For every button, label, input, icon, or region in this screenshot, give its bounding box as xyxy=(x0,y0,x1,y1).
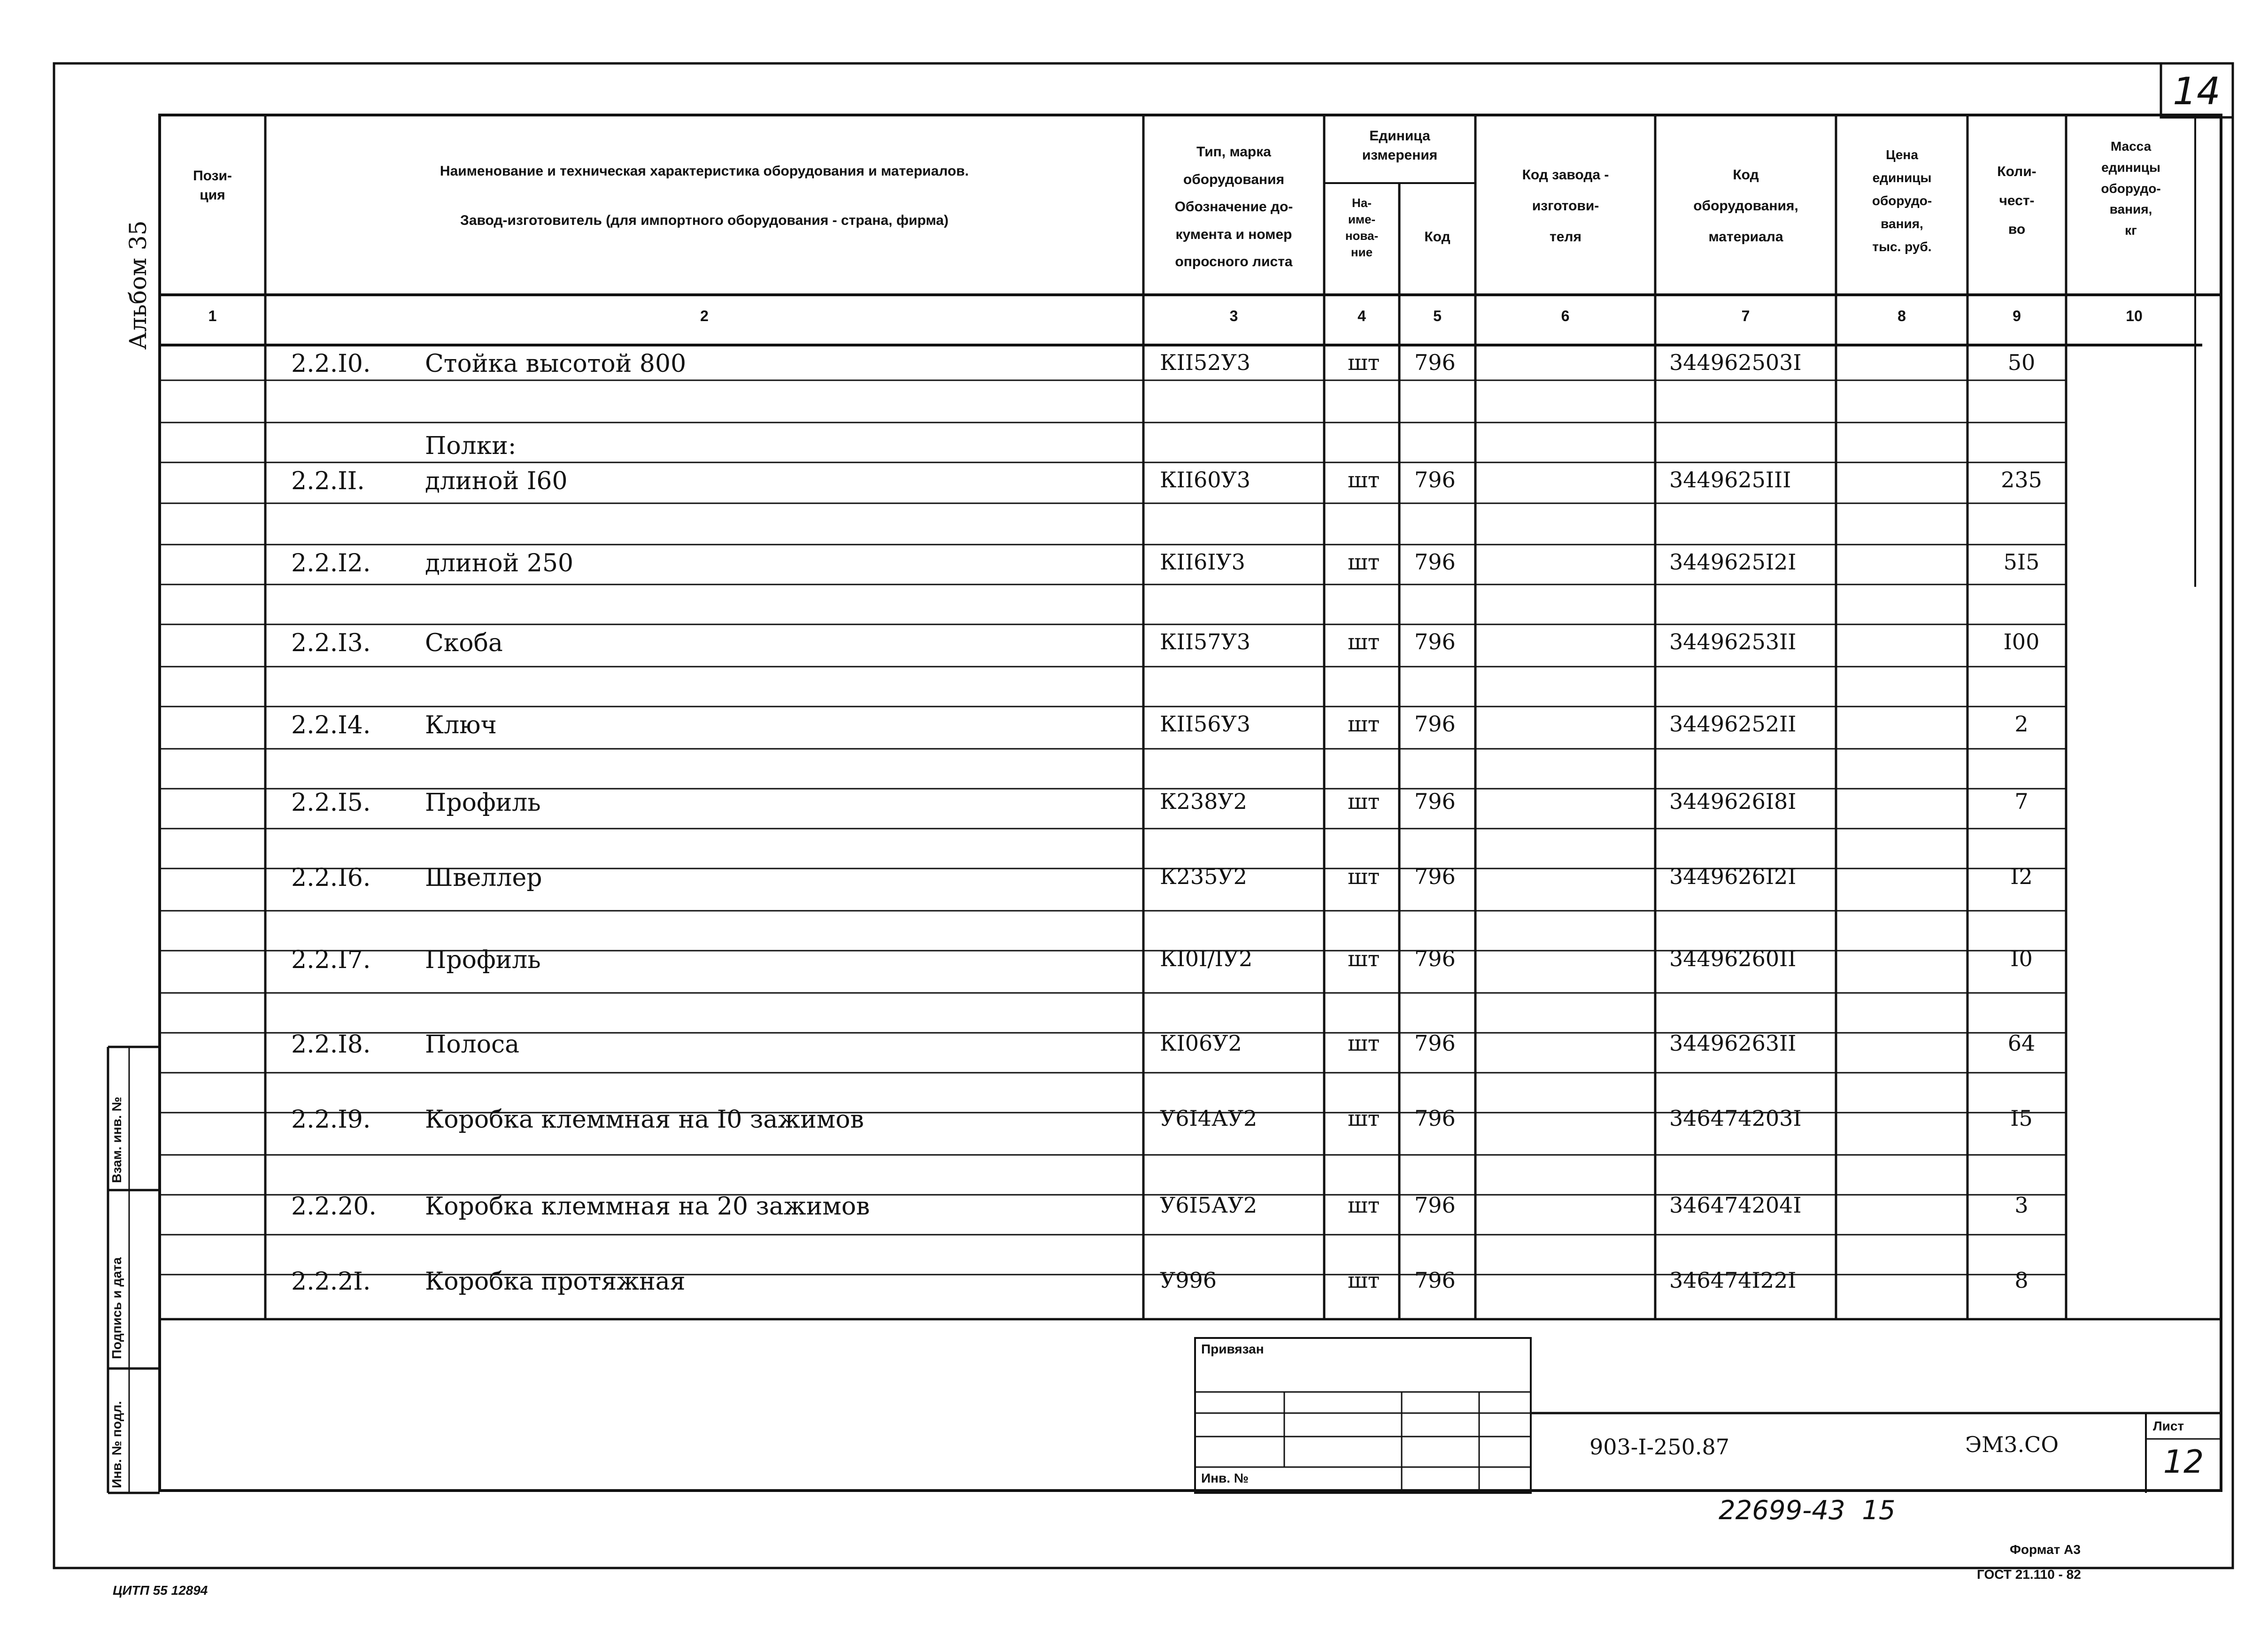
header-quantity: Коли- чест- во xyxy=(1997,164,2037,237)
sheet-number: 12 xyxy=(2163,1444,2204,1481)
row-type: КII6IУ3 xyxy=(1160,549,1245,575)
header-factory-code: Код завода - изготови- теля xyxy=(1522,167,1609,245)
row-position: 2.2.II. xyxy=(291,467,365,495)
row-name: Скоба xyxy=(425,629,503,657)
album-label: Альбом 35 xyxy=(124,220,152,350)
row-quantity: I00 xyxy=(2003,629,2040,654)
gost-label: ГОСТ 21.110 - 82 xyxy=(1977,1567,2081,1582)
row-type: КII52У3 xyxy=(1160,350,1250,375)
row-equipment-code: 346474I22I xyxy=(1669,1268,1797,1293)
header-name-line2: Завод-изготовитель (для импортного оборудования - страна, фирма) xyxy=(460,213,949,228)
row-equipment-code: 34496252II xyxy=(1669,711,1797,737)
column-number-6: 6 xyxy=(1561,307,1570,324)
row-unit: шт xyxy=(1348,1030,1380,1056)
page-number-handwritten: 14 xyxy=(2173,69,2221,113)
row-unit-code: 796 xyxy=(1414,549,1456,575)
row-name: Профиль xyxy=(425,946,541,974)
row-unit-code: 796 xyxy=(1414,350,1456,375)
row-unit: шт xyxy=(1348,549,1380,575)
row-position: 2.2.I3. xyxy=(291,629,371,657)
doc-code: ЭМ3.СО xyxy=(1965,1432,2059,1457)
bound-label: Привязан xyxy=(1201,1342,1264,1356)
row-type: У996 xyxy=(1160,1268,1217,1293)
row-unit: шт xyxy=(1348,1106,1380,1131)
row-name: Профиль xyxy=(425,789,541,817)
header-equipment-code: Код оборудования, материала xyxy=(1693,167,1798,245)
row-type: КI06У2 xyxy=(1160,1030,1242,1056)
row-name: Полки: xyxy=(425,432,517,460)
row-unit: шт xyxy=(1348,1268,1380,1293)
row-equipment-code: 344962503I xyxy=(1669,350,1802,375)
row-type: У6I5АУ2 xyxy=(1160,1192,1257,1218)
row-quantity: 50 xyxy=(2007,350,2036,375)
row-unit: шт xyxy=(1348,946,1380,971)
row-equipment-code: 346474204I xyxy=(1669,1192,1802,1218)
row-equipment-code: 3449625I2I xyxy=(1669,549,1797,575)
row-unit-code: 796 xyxy=(1414,629,1456,654)
format-label: Формат А3 xyxy=(2010,1542,2081,1557)
row-equipment-code: 3449626I8I xyxy=(1669,789,1797,814)
handwritten-bottom-number: 22699-43 15 xyxy=(1719,1495,1896,1526)
row-name: Стойка высотой 800 xyxy=(425,350,687,378)
row-unit-code: 796 xyxy=(1414,467,1456,492)
column-number-10: 10 xyxy=(2126,307,2143,324)
header-type: Тип, марка оборудования Обозначение до- кумента и номер опросного листа xyxy=(1174,144,1293,269)
row-position: 2.2.I8. xyxy=(291,1030,371,1059)
row-position: 2.2.I4. xyxy=(291,711,371,739)
row-name: длиной 250 xyxy=(425,549,574,577)
row-position: 2.2.2I. xyxy=(291,1268,371,1296)
column-number-3: 3 xyxy=(1229,307,1238,324)
header-position: Пози- ция xyxy=(193,168,232,203)
row-name: Коробка клеммная на 20 зажимов xyxy=(425,1192,870,1221)
row-type: К235У2 xyxy=(1160,864,1247,889)
sheet-label: Лист xyxy=(2153,1419,2184,1433)
row-name: Полоса xyxy=(425,1030,520,1059)
row-type: КII56У3 xyxy=(1160,711,1250,737)
row-unit: шт xyxy=(1348,864,1380,889)
row-equipment-code: 34496253II xyxy=(1669,629,1797,654)
row-unit-code: 796 xyxy=(1414,946,1456,971)
row-equipment-code: 34496263II xyxy=(1669,1030,1797,1056)
row-name: длиной I60 xyxy=(425,467,568,495)
row-quantity: I0 xyxy=(2010,946,2033,971)
row-equipment-code: 3449626I2I xyxy=(1669,864,1797,889)
row-type: КI0I/IУ2 xyxy=(1160,946,1253,971)
column-number-7: 7 xyxy=(1741,307,1750,324)
row-unit-code: 796 xyxy=(1414,711,1456,737)
inv-label: Инв. № xyxy=(1201,1471,1249,1485)
row-quantity: 3 xyxy=(2014,1192,2029,1218)
row-type: У6I4АУ2 xyxy=(1160,1106,1257,1131)
row-quantity: I5 xyxy=(2010,1106,2033,1131)
row-unit-code: 796 xyxy=(1414,864,1456,889)
side-stamp-replaced-inv: Взам. инв. № xyxy=(109,1097,124,1183)
row-unit-code: 796 xyxy=(1414,789,1456,814)
row-position: 2.2.I6. xyxy=(291,864,371,892)
row-name: Коробка протяжная xyxy=(425,1268,686,1296)
row-quantity: 64 xyxy=(2007,1030,2036,1056)
printer-label: ЦИТП 55 12894 xyxy=(113,1583,208,1598)
header-mass: Масса единицы оборудо- вания, кг xyxy=(2101,139,2161,238)
row-quantity: 2 xyxy=(2014,711,2029,737)
row-position: 2.2.20. xyxy=(291,1192,377,1221)
row-equipment-code: 346474203I xyxy=(1669,1106,1802,1131)
column-number-5: 5 xyxy=(1433,307,1442,324)
row-quantity: I2 xyxy=(2010,864,2033,889)
row-name: Коробка клеммная на I0 зажимов xyxy=(425,1106,864,1134)
row-equipment-code: 34496260II xyxy=(1669,946,1797,971)
side-stamp-original-inv: Инв. № подл. xyxy=(109,1401,124,1488)
row-position: 2.2.I7. xyxy=(291,946,371,974)
column-number-9: 9 xyxy=(2013,307,2021,324)
column-number-4: 4 xyxy=(1358,307,1366,324)
row-position: 2.2.I5. xyxy=(291,789,371,817)
column-number-8: 8 xyxy=(1898,307,1906,324)
header-unit-code: Код xyxy=(1424,229,1450,245)
row-unit-code: 796 xyxy=(1414,1030,1456,1056)
header-price: Цена единицы оборудо- вания, тыс. руб. xyxy=(1872,147,1932,254)
row-unit: шт xyxy=(1348,467,1380,492)
row-position: 2.2.I2. xyxy=(291,549,371,577)
row-unit: шт xyxy=(1348,789,1380,814)
row-quantity: 5I5 xyxy=(2003,549,2040,575)
row-unit-code: 796 xyxy=(1414,1268,1456,1293)
row-unit: шт xyxy=(1348,711,1380,737)
row-quantity: 235 xyxy=(2001,467,2042,492)
row-equipment-code: 3449625III xyxy=(1669,467,1791,492)
row-unit: шт xyxy=(1348,1192,1380,1218)
column-number-1: 1 xyxy=(208,307,217,324)
doc-number: 903-I-250.87 xyxy=(1589,1434,1730,1460)
row-unit-code: 796 xyxy=(1414,1106,1456,1131)
header-unit-name: На- име- нова- ние xyxy=(1345,196,1379,260)
row-position: 2.2.I0. xyxy=(291,350,371,378)
header-unit-group: Единица измерения xyxy=(1362,128,1438,163)
row-name: Ключ xyxy=(425,711,497,739)
row-position: 2.2.I9. xyxy=(291,1106,371,1134)
row-type: КII60У3 xyxy=(1160,467,1250,492)
row-type: К238У2 xyxy=(1160,789,1247,814)
row-unit: шт xyxy=(1348,350,1380,375)
row-unit-code: 796 xyxy=(1414,1192,1456,1218)
column-number-2: 2 xyxy=(700,307,709,324)
header-name-line1: Наименование и техническая характеристика оборудования и материалов. xyxy=(440,163,969,179)
row-unit: шт xyxy=(1348,629,1380,654)
row-quantity: 7 xyxy=(2014,789,2029,814)
side-stamp-signature-date: Подпись и дата xyxy=(109,1257,124,1359)
row-name: Швеллер xyxy=(425,864,542,892)
row-quantity: 8 xyxy=(2014,1268,2029,1293)
row-type: КII57У3 xyxy=(1160,629,1250,654)
